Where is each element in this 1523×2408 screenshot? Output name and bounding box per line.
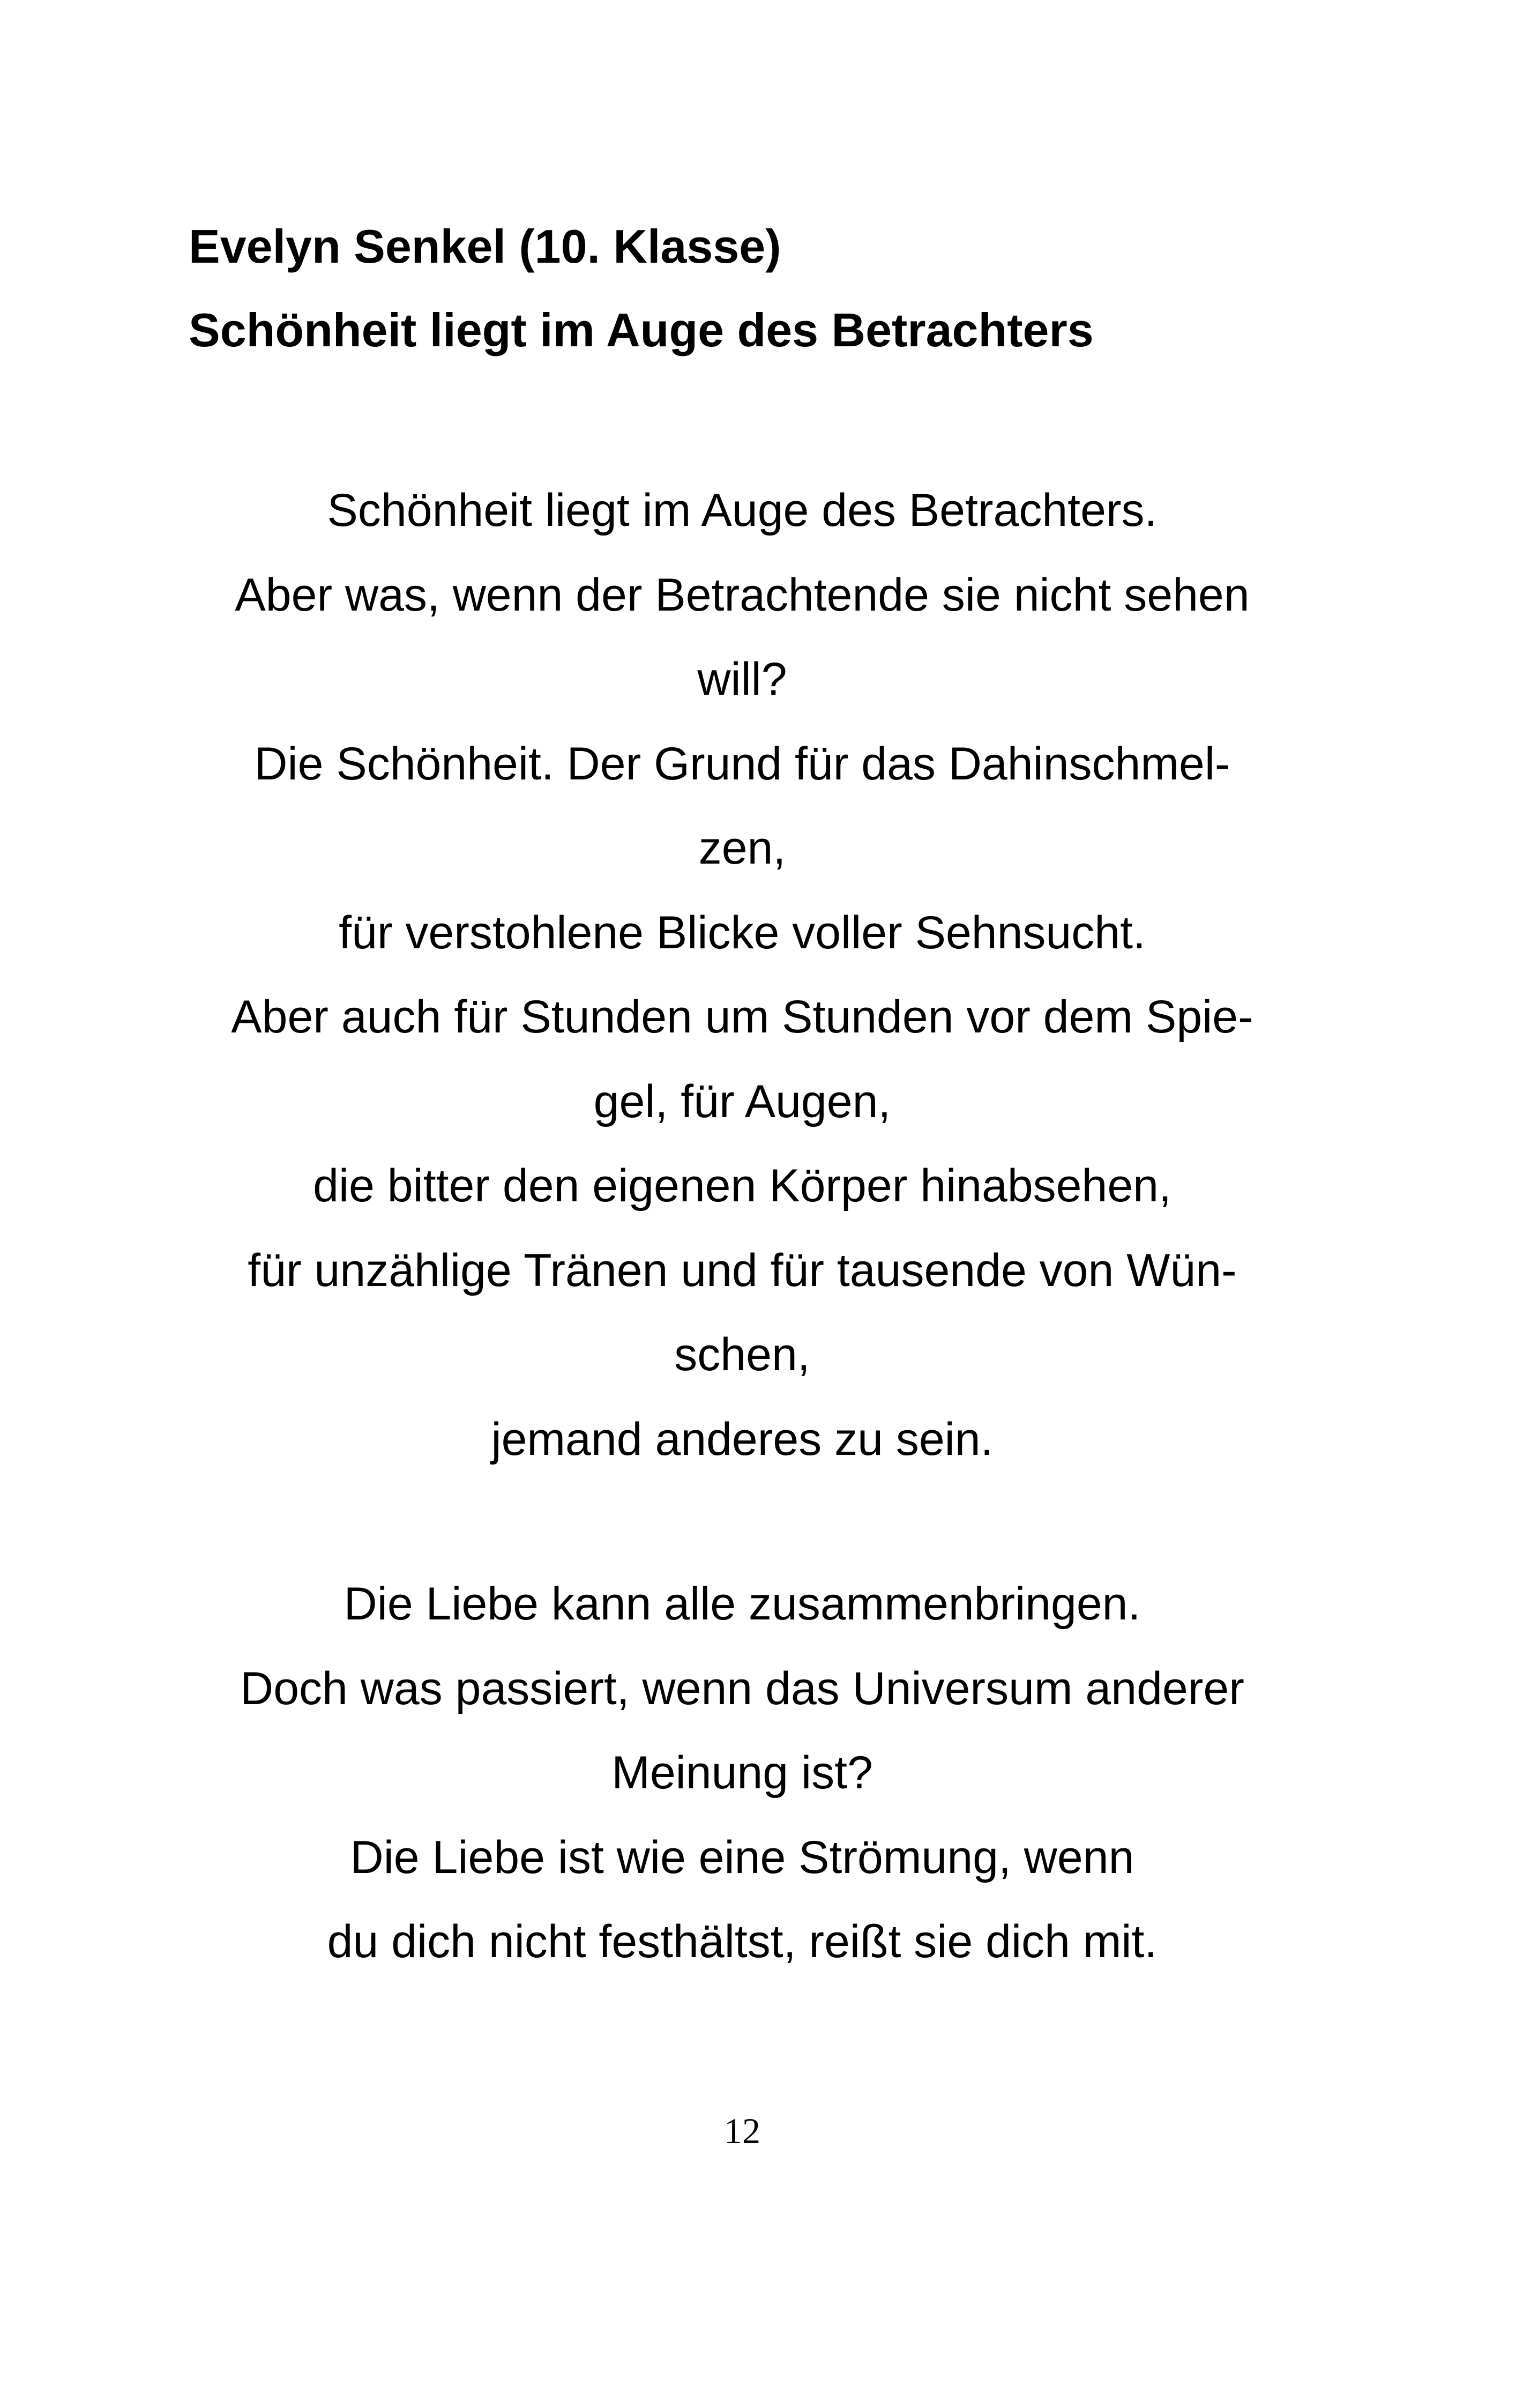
poem-line: für verstohlene Blicke voller Sehnsucht. [339,906,1146,958]
poem-line: Doch was passiert, wenn das Universum anderer [240,1662,1244,1714]
poem-line: Aber auch für Stunden um Stunden vor dem Spie- [231,991,1253,1043]
poem-line: Die Liebe ist wie eine Strömung, wenn [350,1831,1134,1883]
poem-stanza-2 [0,1562,1484,1985]
poem-line: für unzählige Tränen und für tausende von Wün- [248,1244,1237,1296]
poem-line: Meinung ist? [611,1747,873,1798]
poem-line: jemand anderes zu sein. [491,1413,994,1465]
poem-line: die bitter den eigenen Körper hinabsehen, [313,1160,1171,1212]
poem-line: Aber was, wenn der Betrachtende sie nicht sehen [235,569,1250,621]
page-number: 12 [724,2110,760,2151]
poem-line: will? [697,653,787,705]
poem-title: Schönheit liegt im Auge des Betrachters [189,303,1094,356]
poem-line: Die Schönheit. Der Grund für das Dahinschmel- [254,738,1230,790]
poem-line: gel, für Augen, [593,1075,891,1127]
poem-line: du dich nicht festhältst, reißt sie dich mit. [327,1916,1158,1967]
author-heading: Evelyn Senkel (10. Klasse) [189,220,781,273]
poem-line: schen, [674,1329,810,1380]
poem-line: Schönheit liegt im Auge des Betrachters. [327,485,1158,536]
poem-line: Die Liebe kann alle zusammenbringen. [344,1578,1141,1630]
poem-stanza-1 [0,469,1484,1482]
poem-line: zen, [698,822,786,874]
